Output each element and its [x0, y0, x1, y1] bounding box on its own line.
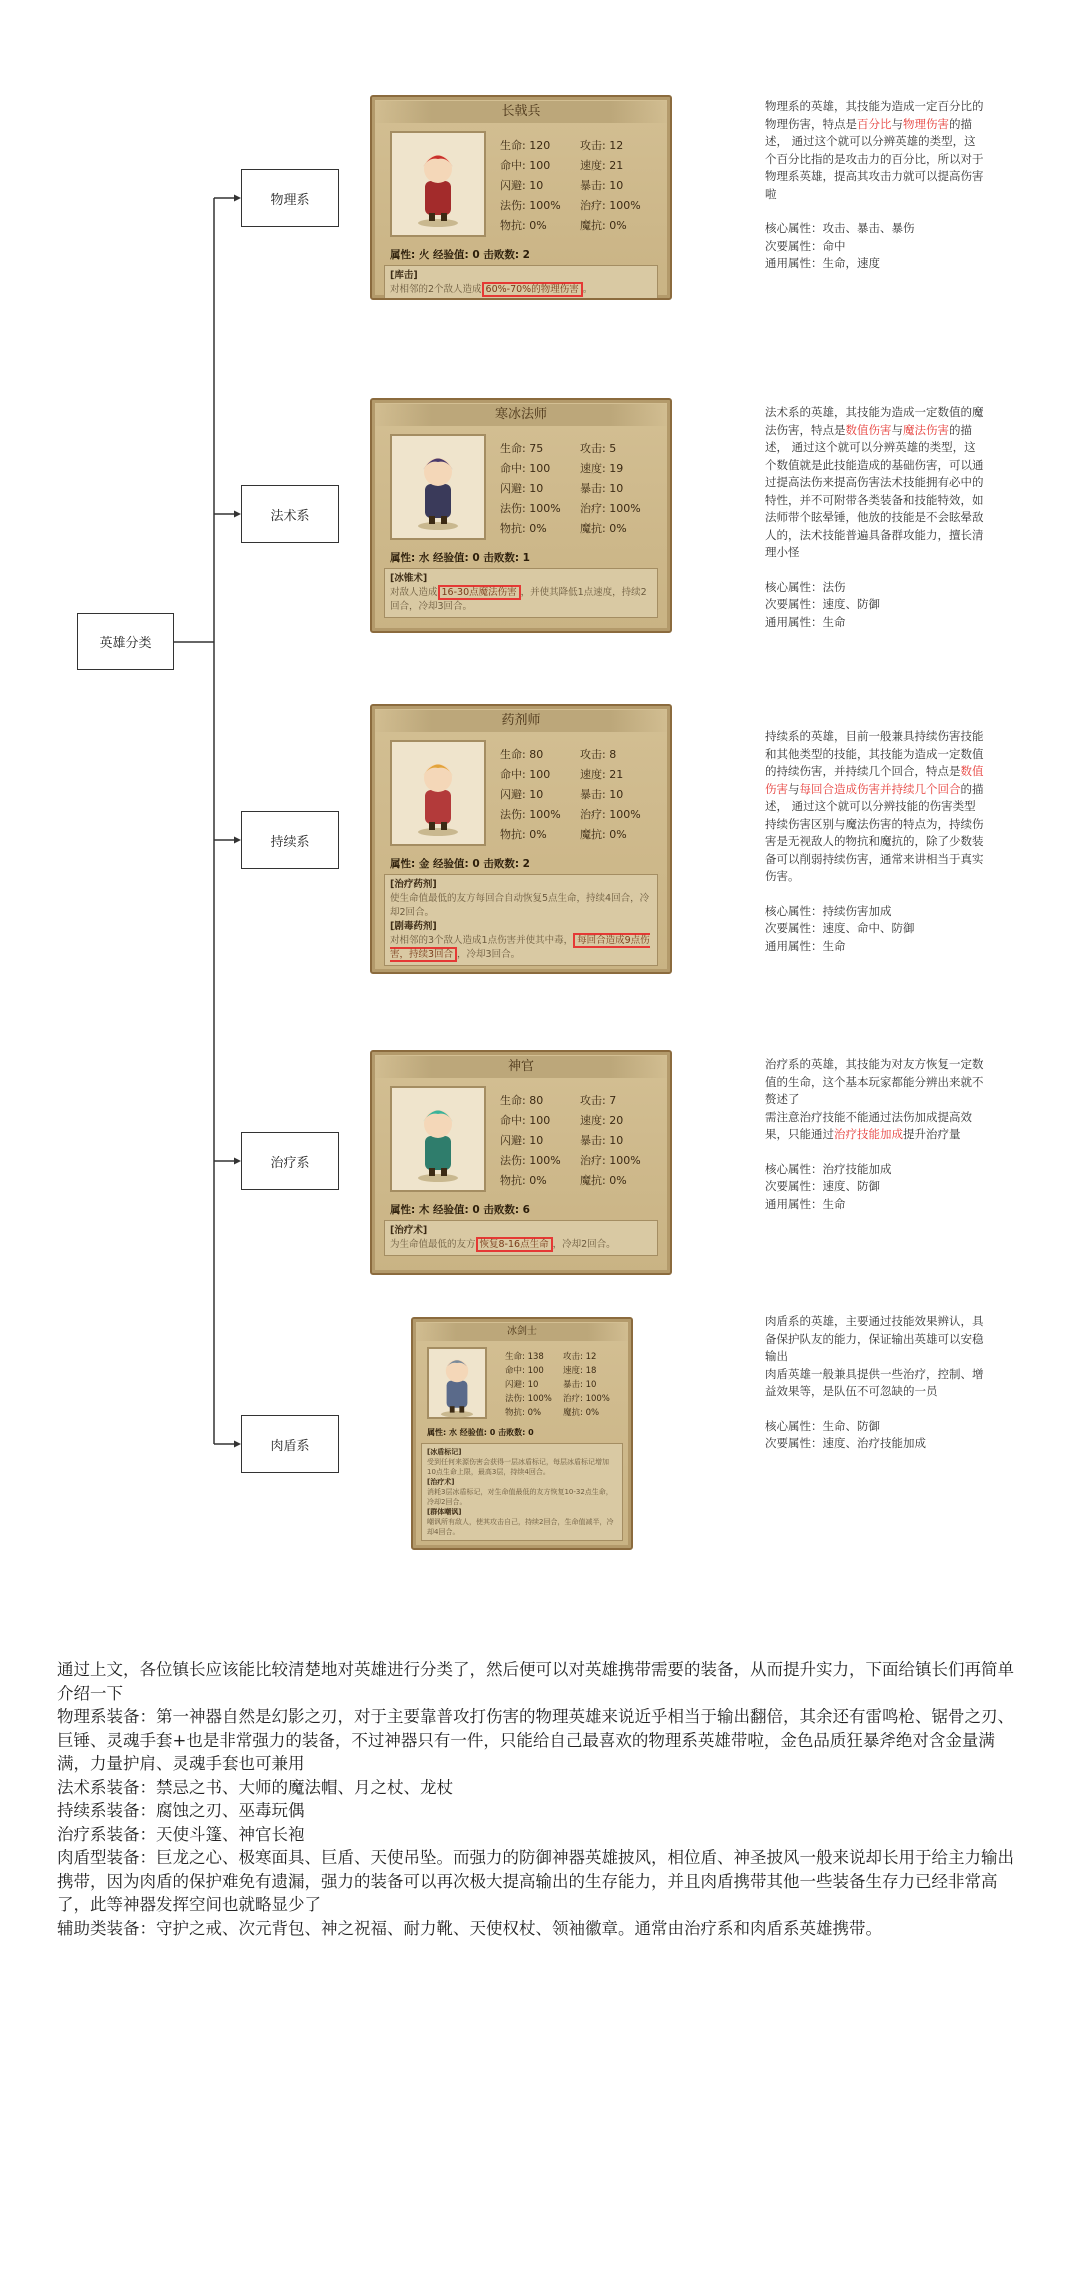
description-text: 与 — [891, 422, 903, 437]
stat-value: 速度: 21 — [580, 768, 624, 781]
stat-value: 治疗: 100% — [580, 808, 641, 821]
general-attribute: 通用属性：生命 — [765, 614, 846, 629]
branch-label: 持续系 — [270, 834, 310, 850]
guide-paragraph: 法术系装备：禁忌之书、大师的魔法帽、月之杖、龙杖 — [57, 1777, 453, 1797]
hero-portrait-icon — [390, 434, 486, 540]
hero-stats — [500, 1090, 660, 1190]
skill-text: 消耗3层冰盾标记，对生命值最低的友方恢复10-32点生命，冷却2回合。 — [427, 1488, 613, 1506]
stat-value: 法伤: 100% — [505, 1394, 552, 1404]
arrow-head-icon — [234, 837, 241, 844]
stat-value: 命中: 100 — [500, 462, 551, 475]
hero-portrait-icon — [390, 1086, 486, 1192]
skill-text: 。 — [582, 284, 593, 295]
arrow-head-icon — [234, 195, 241, 202]
keyword-highlight: 治疗技能加成 — [834, 1127, 903, 1141]
stat-value: 速度: 20 — [580, 1114, 624, 1127]
hero-portrait-icon — [390, 131, 486, 237]
arrow-head-icon — [234, 1158, 241, 1165]
stat-row — [500, 1090, 660, 1110]
stat-row — [500, 135, 660, 155]
keyword-highlight: 百分比 — [857, 116, 892, 131]
stat-value: 暴击: 10 — [580, 179, 624, 192]
stat-value: 法伤: 100% — [500, 1154, 561, 1167]
stat-value: 魔抗: 0% — [580, 219, 627, 232]
branch-label: 物理系 — [270, 192, 310, 208]
hero-name: 冰剑士 — [413, 1323, 631, 1341]
secondary-attribute: 次要属性：命中 — [765, 238, 846, 253]
hero-stats — [505, 1349, 621, 1419]
skill-highlight: 每回合造成9点伤害，持续3回合 — [390, 935, 650, 960]
description-text: 与 — [788, 781, 800, 796]
hero-card — [370, 704, 672, 974]
stat-row — [500, 1110, 660, 1130]
stat-value: 命中: 100 — [500, 159, 551, 172]
description-text: 物理系的英雄，其技能为造成一定百分比的物理伤害，特点是 — [765, 99, 984, 131]
class-description — [765, 728, 987, 955]
stat-value: 治疗: 100% — [580, 1154, 641, 1167]
skill-name: [剧毒药剂] — [390, 921, 437, 932]
root-label: 英雄分类 — [99, 636, 152, 651]
core-attribute: 核心属性：攻击、暴击、暴伤 — [765, 221, 915, 235]
stat-row — [500, 1170, 660, 1190]
skill-name: [冰锥术] — [390, 573, 428, 584]
description-text: 的描述， 通过这个就可以分辨技能的伤害类型 — [765, 781, 984, 813]
skill-text: 为生命值最低的友方 — [390, 1239, 476, 1250]
stat-value: 魔抗: 0% — [580, 1174, 627, 1187]
stat-value: 法伤: 100% — [500, 199, 561, 212]
branch-node — [241, 169, 339, 227]
hero-stats — [500, 744, 660, 844]
hero-card — [411, 1317, 633, 1550]
stat-row — [500, 175, 660, 195]
hero-attribute: 属性: 水 经验值: 0 击败数: 1 — [390, 552, 530, 564]
class-description — [765, 404, 987, 631]
stat-value: 生命: 75 — [500, 442, 544, 455]
stat-value: 暴击: 10 — [580, 788, 624, 801]
equipment-guide-text — [57, 1658, 1023, 1940]
stat-value: 闪避: 10 — [500, 788, 544, 801]
arrow-head-icon — [234, 1441, 241, 1448]
skill-box — [384, 1220, 658, 1256]
stat-value: 速度: 18 — [563, 1366, 597, 1376]
stat-value: 攻击: 12 — [580, 139, 624, 152]
hero-card — [370, 1050, 672, 1275]
stat-row — [500, 1150, 660, 1170]
core-attribute: 核心属性：持续伤害加成 — [765, 903, 892, 918]
skill-text: ，冷却3回合。 — [457, 949, 521, 960]
skill-box — [384, 874, 658, 966]
stat-value: 魔抗: 0% — [580, 828, 627, 841]
description-text: 与 — [891, 116, 903, 131]
stat-row — [500, 744, 660, 764]
stat-row — [505, 1349, 621, 1363]
description-body — [765, 728, 987, 886]
stat-row — [500, 518, 660, 538]
stat-row — [500, 804, 660, 824]
hero-portrait-icon — [427, 1347, 487, 1419]
description-text: 的描述， 通过这个就可以分辨英雄的类型，这个百分比指的是攻击力的百分比，所以对于物理系英雄，提高其攻击力就可以提高伤害啦 — [765, 116, 984, 201]
stat-value: 速度: 19 — [580, 462, 624, 475]
description-text: 的描述， 通过这个就可以分辨英雄的类型，这个数值就是此技能造成的基础伤害，可以通过提高法伤来提高伤害法术技能拥有必中的特性，并不可附带各类装备和技能特效，如法师带个眩晕锤，他放的技能是不会眩晕敌人的，法术技能普遍具备群攻能力，擅长清理小怪 — [765, 422, 984, 559]
stat-value: 物抗: 0% — [500, 1174, 547, 1187]
skill-text: 对相邻的2个敌人造成 — [390, 284, 482, 295]
skill-name: [库击] — [390, 270, 418, 281]
stat-value: 生命: 80 — [500, 748, 544, 761]
branch-label: 法术系 — [270, 508, 310, 524]
hero-attribute: 属性: 金 经验值: 0 击败数: 2 — [390, 858, 530, 870]
branch-label: 治疗系 — [270, 1155, 310, 1171]
stat-value: 命中: 100 — [505, 1366, 544, 1376]
skill-box — [384, 568, 658, 618]
skill-box — [421, 1443, 623, 1541]
description-text: 需注意治疗技能不能通过法伤加成提高效果，只能通过 — [765, 1109, 972, 1141]
hero-name: 神官 — [372, 1056, 670, 1078]
description-text: 提升治疗量 — [903, 1127, 961, 1141]
keyword-highlight: 魔法伤害 — [903, 422, 949, 437]
branch-node — [241, 1132, 339, 1190]
stat-value: 命中: 100 — [500, 1114, 551, 1127]
skill-text: 使生命值最低的友方每回合自动恢复5点生命，持续4回合，冷却2回合。 — [390, 893, 650, 918]
stat-value: 物抗: 0% — [505, 1408, 542, 1418]
stat-row — [500, 458, 660, 478]
skill-text: ，并使其降低1点速度，持续2回合，冷却3回合。 — [390, 587, 647, 612]
core-attribute: 核心属性：治疗技能加成 — [765, 1161, 892, 1176]
general-attribute: 通用属性：生命，速度 — [765, 256, 880, 270]
stat-value: 攻击: 12 — [563, 1352, 597, 1362]
general-attribute: 通用属性：生命 — [765, 938, 846, 953]
stat-row — [500, 478, 660, 498]
stat-value: 物抗: 0% — [500, 522, 547, 535]
stat-value: 闪避: 10 — [500, 1134, 544, 1147]
stat-row — [505, 1377, 621, 1391]
skill-text: 受到任何来源伤害会获得一层冰盾标记，每层冰盾标记增加10点生命上限，最高3层，持续4回合。 — [427, 1458, 609, 1476]
stat-value: 物抗: 0% — [500, 828, 547, 841]
skill-name: [群体嘲讽] — [427, 1508, 462, 1516]
guide-paragraph: 持续系装备：腐蚀之刃、巫毒玩偶 — [57, 1801, 305, 1820]
stat-row — [500, 438, 660, 458]
keyword-highlight: 物理伤害 — [903, 116, 949, 131]
description-body — [765, 98, 987, 203]
skill-highlight: 60%-70%的物理伤害 — [482, 282, 583, 297]
stat-value: 速度: 21 — [580, 159, 624, 172]
skill-highlight: 16-30点魔法伤害 — [438, 585, 521, 600]
skill-text: 嘲讽所有敌人，使其攻击自己，持续2回合，生命值减半，冷却4回合。 — [427, 1518, 614, 1536]
hero-card — [370, 95, 672, 300]
hero-name: 药剂师 — [372, 710, 670, 732]
hero-attribute: 属性: 木 经验值: 0 击败数: 6 — [390, 1204, 530, 1216]
arrow-head-icon — [234, 511, 241, 518]
hero-portrait-icon — [390, 740, 486, 846]
stat-value: 闪避: 10 — [505, 1380, 539, 1390]
class-description — [765, 1056, 987, 1213]
class-description — [765, 98, 987, 273]
stat-row — [500, 195, 660, 215]
keyword-highlight: 数值伤害 — [845, 422, 892, 437]
stat-row — [500, 215, 660, 235]
stat-value: 治疗: 100% — [580, 502, 641, 515]
hero-attribute: 属性: 水 经验值: 0 击败数: 0 — [427, 1428, 534, 1437]
branch-label: 肉盾系 — [270, 1438, 310, 1454]
guide-paragraph: 通过上文，各位镇长应该能比较清楚地对英雄进行分类了，然后便可以对英雄携带需要的装备，从而提升实力，下面给镇长们再简单介绍一下 — [57, 1660, 1014, 1703]
stat-value: 治疗: 100% — [580, 199, 641, 212]
description-text: 肉盾英雄一般兼具提供一些治疗，控制、增益效果等，是队伍不可忽缺的一员 — [765, 1366, 984, 1398]
skill-name: [治疗药剂] — [390, 879, 437, 890]
core-attribute: 核心属性：生命、防御 — [765, 1418, 880, 1433]
branch-node — [241, 1415, 339, 1473]
stat-value: 生命: 120 — [500, 139, 551, 152]
class-description — [765, 1313, 987, 1453]
description-text: 法术系的英雄，其技能为造成一定数值的魔法伤害，特点是 — [765, 405, 984, 437]
description-body — [765, 404, 987, 562]
stat-row — [500, 824, 660, 844]
keyword-highlight: 数值伤害 — [765, 764, 984, 796]
stat-row — [505, 1363, 621, 1377]
general-attribute: 通用属性：生命 — [765, 1196, 846, 1211]
secondary-attribute: 次要属性：速度、治疗技能加成 — [765, 1436, 926, 1450]
secondary-attribute: 次要属性：速度、防御 — [765, 1179, 880, 1193]
description-body — [765, 1056, 987, 1144]
stat-value: 攻击: 7 — [580, 1094, 617, 1107]
secondary-attribute: 次要属性：速度、防御 — [765, 597, 880, 611]
skill-text: ，冷却2回合。 — [552, 1239, 616, 1250]
guide-paragraph: 治疗系装备：天使斗篷、神官长袍 — [57, 1824, 305, 1844]
secondary-attribute: 次要属性：速度、命中、防御 — [765, 921, 915, 935]
guide-paragraph: 物理系装备：第一神器自然是幻影之刃，对于主要靠普攻打伤害的物理英雄来说近乎相当于输出翻倍，其余还有雷鸣枪、锯骨之刃、巨锤、灵魂手套+也是非常强力的装备，不过神器只有一件，只能给自己最喜欢的物理系英雄带啦，金色品质狂暴斧绝对含金量满满，力量护肩、灵魂手套也可兼用 — [57, 1707, 1014, 1773]
stat-row — [500, 1130, 660, 1150]
stat-row — [505, 1391, 621, 1405]
stat-value: 魔抗: 0% — [563, 1408, 600, 1418]
stat-value: 暴击: 10 — [580, 482, 624, 495]
description-text: 治疗系的英雄，其技能为对友方恢复一定数值的生命，这个基本玩家都能分辨出来就不赘述了 — [765, 1057, 984, 1106]
branch-node — [241, 811, 339, 869]
skill-box — [384, 265, 658, 300]
hero-name: 寒冰法师 — [372, 404, 670, 426]
stat-value: 治疗: 100% — [563, 1394, 610, 1404]
skill-text: 对相邻的3个敌人造成1点伤害并使其中毒， — [390, 935, 574, 946]
keyword-highlight: 每回合造成伤害并持续几个回合 — [799, 781, 961, 796]
skill-name: [冰盾标记] — [427, 1448, 462, 1456]
stat-value: 暴击: 10 — [580, 1134, 624, 1147]
skill-highlight: 恢复8-16点生命 — [476, 1237, 553, 1252]
stat-value: 法伤: 100% — [500, 502, 561, 515]
core-attribute: 核心属性：法伤 — [765, 579, 846, 594]
description-text: 持续伤害区别与魔法伤害的特点为，持续伤害是无视敌人的物抗和魔抗的，除了少数装备可以削弱持续伤害，通常来讲相当于真实伤害。 — [765, 816, 984, 883]
stat-value: 生命: 80 — [500, 1094, 544, 1107]
stat-value: 攻击: 5 — [580, 442, 617, 455]
stat-value: 魔抗: 0% — [580, 522, 627, 535]
hero-attribute: 属性: 火 经验值: 0 击败数: 2 — [390, 249, 530, 261]
stat-value: 物抗: 0% — [500, 219, 547, 232]
description-body — [765, 1313, 987, 1401]
stat-row — [500, 764, 660, 784]
stat-value: 闪避: 10 — [500, 179, 544, 192]
description-text: 肉盾系的英雄，主要通过技能效果辨认，具备保护队友的能力，保证输出英雄可以安稳输出 — [765, 1314, 984, 1363]
stat-value: 闪避: 10 — [500, 482, 544, 495]
stat-value: 生命: 138 — [505, 1352, 544, 1362]
stat-value: 攻击: 8 — [580, 748, 617, 761]
root-node-hero-classification — [77, 613, 174, 670]
skill-name: [治疗术] — [390, 1225, 428, 1236]
description-text: 持续系的英雄，目前一般兼具持续伤害技能和其他类型的技能，其技能为造成一定数值的持续伤害，并持续几个回合，特点是 — [765, 729, 984, 778]
stat-value: 法伤: 100% — [500, 808, 561, 821]
guide-paragraph: 肉盾型装备：巨龙之心、极寒面具、巨盾、天使吊坠。而强力的防御神器英雄披风，相位盾、神圣披风一般来说却长用于给主力输出携带，因为肉盾的保护难免有遗漏，强力的装备可以再次极大提高输出的生存能力，并且肉盾携带其他一些装备生存力已经非常高了，此等神器发挥空间也就略显少了 — [57, 1848, 1014, 1914]
stat-row — [505, 1405, 621, 1419]
stat-value: 暴击: 10 — [563, 1380, 597, 1390]
hero-name: 长戟兵 — [372, 101, 670, 123]
hero-card — [370, 398, 672, 633]
stat-row — [500, 498, 660, 518]
skill-name: [治疗术] — [427, 1478, 455, 1486]
hero-stats — [500, 438, 660, 538]
skill-text: 对敌人造成 — [390, 587, 438, 598]
guide-paragraph: 辅助类装备：守护之戒、次元背包、神之祝福、耐力靴、天使权杖、领袖徽章。通常由治疗系和肉盾系英雄携带。 — [57, 1918, 882, 1938]
branch-node — [241, 485, 339, 543]
stat-value: 命中: 100 — [500, 768, 551, 781]
stat-row — [500, 155, 660, 175]
stat-row — [500, 784, 660, 804]
hero-stats — [500, 135, 660, 235]
